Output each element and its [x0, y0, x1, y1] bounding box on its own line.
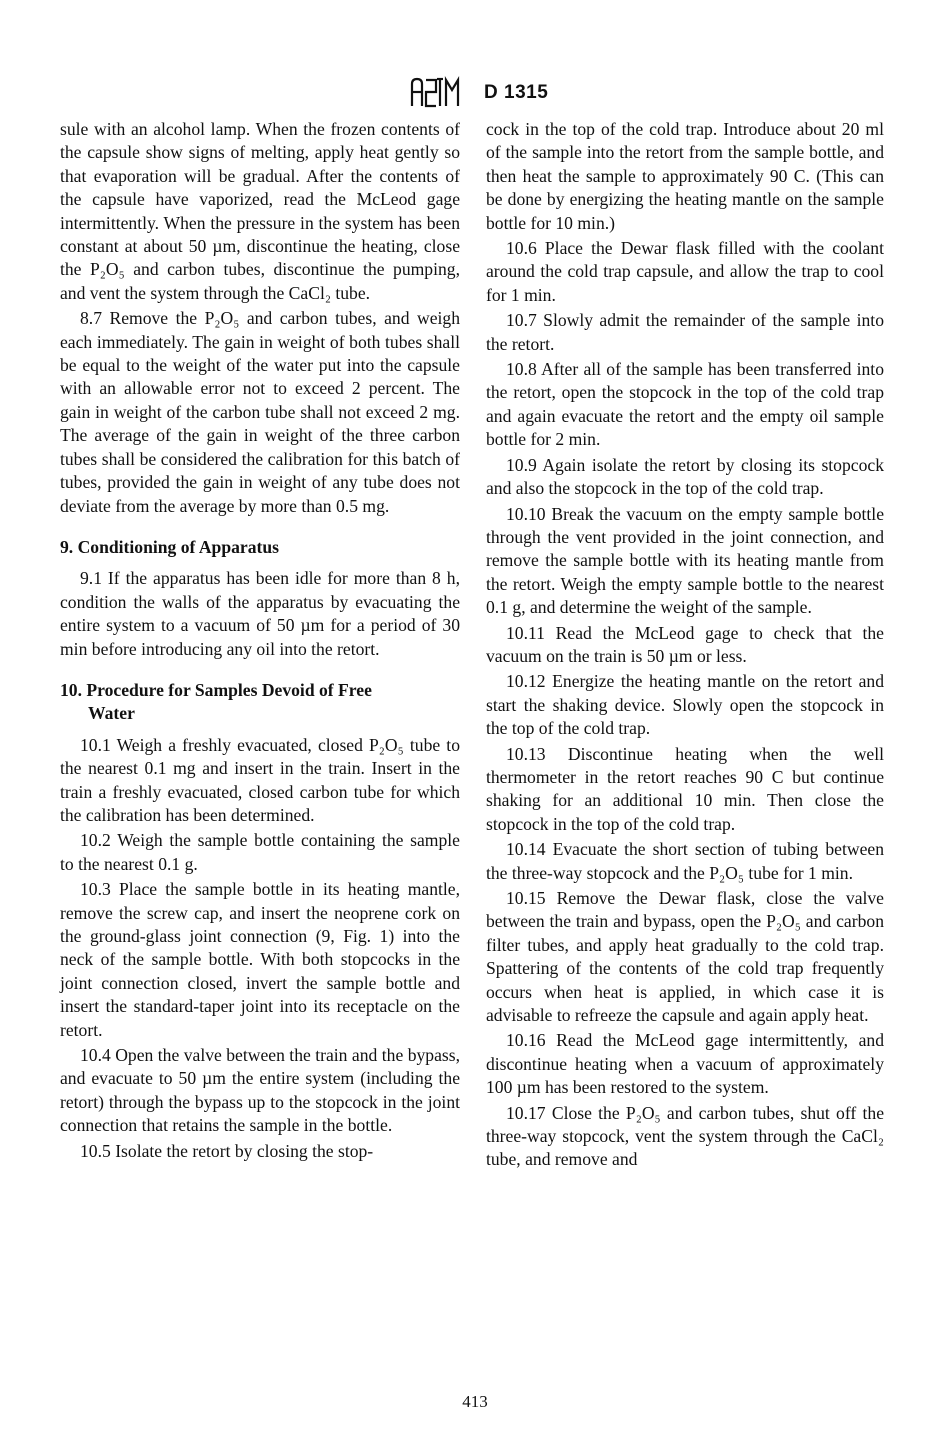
paragraph-continuation: cock in the top of the cold trap. Introduce about 20 ml of the sample into the retort from the sample bottle, and then heat the sample to approximately 90 C. (This can be done by energizing the heating mantle on the sample bottle for 10 min.)	[486, 119, 884, 233]
right-column	[486, 118, 884, 1174]
paragraph-10-10: 10.10 Break the vacuum on the empty sample bottle through the vent provided in the joint connection, and remove the sample bottle with its heating mantle from the retort. Weigh the empty sample bottle to the nearest 0.1 g, and determine the weight of the sample.	[486, 503, 884, 618]
page-header	[0, 76, 950, 112]
paragraph-10-3: 10.3 Place the sample bottle in its heating mantle, remove the screw cap, and insert the neoprene cork on the ground-glass joint connection (9, Fig. 1) into the neck of the sample bottle. With both stopcocks in the joint connection closed, invert the sample bottle and insert the standard-taper joint into its receptacle on the retort.	[60, 879, 460, 1040]
section-heading-10-line2: Water	[88, 703, 135, 724]
paragraph-10-16: 10.16 Read the McLeod gage intermittently, and discontinue heating when a vacuum of approximately 100 µm has been restored to the system.	[486, 1030, 884, 1098]
paragraph-10-15: 10.15 Remove the Dewar flask, close the valve between the train and bypass, open the P₂O₅ and carbon filter tubes, and apply heat gradually to the cold trap. Spattering of the contents of the cold trap frequently occurs when heat is applied, in which case it is advisable to refreeze the capsule and again apply heat.	[486, 888, 884, 1026]
paragraph-10-12: 10.12 Energize the heating mantle on the retort and start the shaking device. Slowly open the stopcock in the top of the cold trap.	[486, 671, 884, 739]
paragraph-10-5: 10.5 Isolate the retort by closing the stop-	[80, 1140, 374, 1161]
paragraph-10-17: 10.17 Close the P₂O₅ and carbon tubes, shut off the three-way stopcock, vent the system through the CaCl₂ tube, and remove and	[486, 1102, 884, 1170]
section-heading-10-line1: 10. Procedure for Samples Devoid of Free	[60, 679, 372, 700]
paragraph-10-6: 10.6 Place the Dewar flask filled with the coolant around the cold trap capsule, and allow the trap to cool for 1 min.	[486, 238, 884, 305]
paragraph-8-7: 8.7 Remove the P₂O₅ and carbon tubes, and weigh each immediately. The gain in weight of both tubes shall be equal to the weight of the water put into the capsule with an allowable error not to exceed 2 percent. The gain in weight of the carbon tube shall not exceed 2 mg. The average of the gain in weight of the three carbon tubes shall be considered the calibration for this batch of tubes, provided the gain in weight of any tube does not deviate from the average by more than 0.5 mg.	[60, 308, 460, 516]
section-heading-9-text: 9. Conditioning of Apparatus	[60, 536, 280, 557]
paragraph-10-7: 10.7 Slowly admit the remainder of the sample into the retort.	[486, 310, 884, 354]
paragraph-10-9: 10.9 Again isolate the retort by closing its stopcock and also the stopcock in the top of the cold trap.	[486, 454, 884, 499]
paragraph-continuation: sule with an alcohol lamp. When the frozen contents of the capsule show signs of melting, apply heat gently so that evaporation will be gradual. After the contents of the capsule have vaporized, read the McLeod gage intermittently. When the pressure in the system has been constant at about 50 µm, discontinue the heating, close the P₂O₅ and carbon tubes, discontinue the pumping, and vent the system through the CaCl₂ tube.	[60, 119, 460, 303]
section-heading-10	[60, 679, 460, 726]
paragraph-10-11: 10.11 Read the McLeod gage to check that the vacuum on the train is 50 µm or less.	[486, 622, 884, 666]
paragraph-10-4: 10.4 Open the valve between the train and the bypass, and evacuate to 50 µm the entire system (including the retort) through the bypass up to the stopcock in the joint connection that retains the sample in the bottle.	[60, 1045, 460, 1136]
paragraph-9-1: 9.1 If the apparatus has been idle for more than 8 h, condition the walls of the apparatus by evacuating the entire system to a vacuum of 50 µm for a period of 30 min before introducing any oil into the retort.	[60, 568, 460, 659]
document-id: D 1315	[484, 82, 549, 103]
paragraph-10-1: 10.1 Weigh a freshly evacuated, closed P₂O₅ tube to the nearest 0.1 mg and insert in the train. Insert in the train a freshly evacuated, closed carbon tube for which the calibration has been determined.	[60, 734, 460, 825]
paragraph-10-2: 10.2 Weigh the sample bottle containing the sample to the nearest 0.1 g.	[60, 830, 460, 874]
paragraph-10-8: 10.8 After all of the sample has been transferred into the retort, open the stopcock in the top of the cold trap and again evacuate the retort and the empty oil sample bottle for 2 min.	[486, 359, 884, 450]
paragraph-10-14: 10.14 Evacuate the short section of tubing between the three-way stopcock and the P₂O₅ tube for 1 min.	[486, 839, 884, 883]
left-column	[60, 118, 460, 1165]
paragraph-10-13: 10.13 Discontinue heating when the well thermometer in the retort reaches 90 C but continue shaking for an additional 10 min. Then close the stopcock in the top of the cold trap.	[486, 743, 884, 834]
page-number: 413	[462, 1392, 488, 1411]
section-heading-9	[60, 536, 460, 559]
astm-logo-icon	[406, 76, 464, 110]
